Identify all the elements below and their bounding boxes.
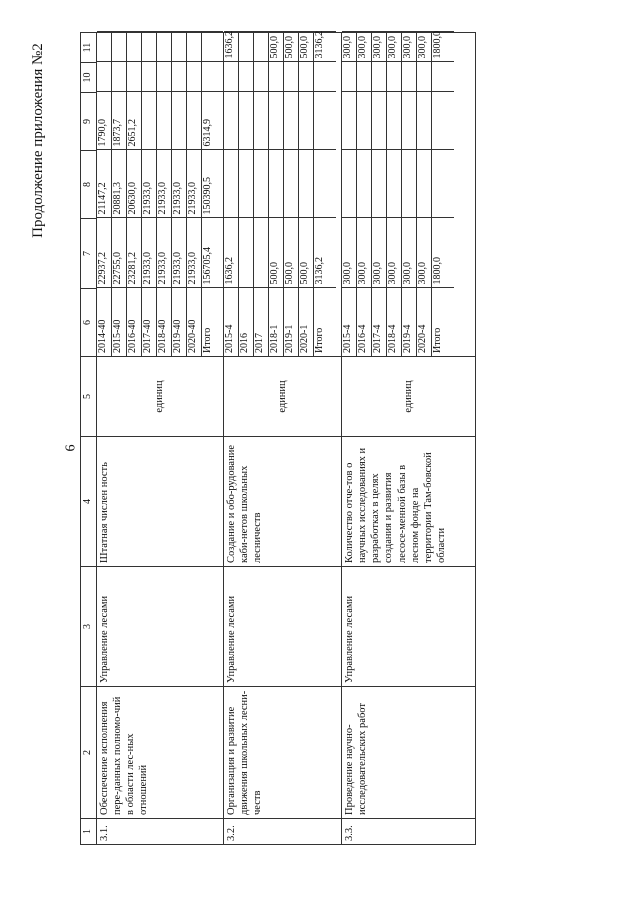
measure-name: Проведение научно-исследовательских работ (342, 687, 476, 819)
year-cell: 2017-4 (372, 288, 387, 356)
value-cell: 21933,0 (156, 218, 171, 288)
total-line (314, 32, 336, 356)
value-cell (387, 150, 402, 218)
value-cell (342, 150, 357, 218)
value-cell: 300,0 (357, 32, 372, 62)
executor: Управление лесами (342, 567, 476, 687)
value-cell: 500,0 (269, 218, 284, 288)
value-cell (201, 62, 223, 92)
value-cell (432, 62, 454, 92)
value-cell: 300,0 (387, 32, 402, 62)
year-cell: Итого (314, 288, 336, 356)
value-cell (402, 92, 417, 150)
value-cell: 1800,0 (432, 32, 454, 62)
year-cell: 2015-40 (111, 288, 126, 356)
value-cell: 2651,2 (126, 92, 141, 150)
year-cell: 2017-40 (141, 288, 156, 356)
year-cell: 2015-4 (342, 288, 357, 356)
year-cell: Итого (432, 288, 454, 356)
value-cell (402, 62, 417, 92)
value-cell: 500,0 (299, 32, 314, 62)
indicator: Создание и обо-рудование каби-нетов школьных лесничеств (224, 437, 342, 567)
year-cell: 2020-4 (417, 288, 432, 356)
value-cell: 500,0 (269, 32, 284, 62)
col-header: 9 (81, 93, 97, 151)
value-cell: 22937,2 (97, 218, 112, 288)
value-cell (299, 62, 314, 92)
table-row (96, 33, 224, 845)
value-cell (171, 92, 186, 150)
yearly-values (96, 33, 224, 357)
appendix-header: Продолжение приложения №2 (29, 42, 46, 238)
value-cell: 23281,2 (126, 218, 141, 288)
unit: единиц (342, 357, 476, 437)
col-header: 4 (81, 437, 97, 567)
value-cell (432, 150, 454, 218)
value-cell: 22755,0 (111, 218, 126, 288)
year-cell: 2016 (239, 288, 254, 356)
col-header: 2 (81, 687, 97, 819)
year-cell: 2020-1 (299, 288, 314, 356)
value-cell: 300,0 (342, 32, 357, 62)
value-cell (239, 218, 254, 288)
value-cell (417, 92, 432, 150)
year-line (186, 32, 201, 356)
value-cell (186, 92, 201, 150)
value-cell (171, 32, 186, 62)
value-cell (254, 92, 269, 150)
value-cell: 21933,0 (171, 218, 186, 288)
value-cell (201, 32, 223, 62)
value-cell (402, 150, 417, 218)
value-cell: 1636,2 (224, 32, 239, 62)
year-line (141, 32, 156, 356)
value-cell (97, 62, 112, 92)
col-header: 3 (81, 567, 97, 687)
col-header: 7 (81, 219, 97, 289)
table-body (96, 33, 476, 845)
col-header: 6 (81, 289, 97, 357)
value-cell (239, 92, 254, 150)
value-cell (372, 150, 387, 218)
value-cell: 156705,4 (201, 218, 223, 288)
col-header: 11 (81, 33, 97, 63)
value-cell: 1636,2 (224, 218, 239, 288)
value-cell (111, 32, 126, 62)
value-cell: 21933,0 (141, 218, 156, 288)
value-cell: 1790,0 (97, 92, 112, 150)
value-cell (314, 62, 336, 92)
value-cell (314, 150, 336, 218)
value-cell: 20881,3 (111, 150, 126, 218)
value-cell (387, 62, 402, 92)
year-line (171, 32, 186, 356)
year-line (372, 32, 387, 356)
value-cell: 21933,0 (141, 150, 156, 218)
value-cell (342, 62, 357, 92)
year-line (284, 32, 299, 356)
row-number: 3.3. (342, 819, 476, 845)
value-cell (299, 150, 314, 218)
value-cell (171, 62, 186, 92)
value-cell: 3136,2 (314, 218, 336, 288)
year-line (342, 32, 357, 356)
value-cell (432, 92, 454, 150)
value-cell: 500,0 (284, 218, 299, 288)
value-cell: 1873,7 (111, 92, 126, 150)
col-header: 1 (81, 819, 97, 845)
total-line (201, 32, 223, 356)
year-cell: 2017 (254, 288, 269, 356)
rotated-table-wrapper (80, 33, 454, 845)
value-cell: 20630,0 (126, 150, 141, 218)
value-cell: 21933,0 (186, 150, 201, 218)
value-cell (372, 92, 387, 150)
year-line (239, 32, 254, 356)
value-cell (239, 62, 254, 92)
year-cell: 2015-4 (224, 288, 239, 356)
table-row (224, 33, 342, 845)
row-number: 3.1. (96, 819, 224, 845)
value-cell (269, 150, 284, 218)
value-cell (239, 150, 254, 218)
value-cell (314, 92, 336, 150)
table-row (342, 33, 476, 845)
row-number: 3.2. (224, 819, 342, 845)
value-cell (357, 62, 372, 92)
value-cell: 21147,2 (97, 150, 112, 218)
value-cell (224, 92, 239, 150)
value-cell (284, 62, 299, 92)
value-cell (156, 92, 171, 150)
value-cell: 21933,0 (171, 150, 186, 218)
year-line (254, 32, 269, 356)
value-cell: 3136,2 (314, 32, 336, 62)
value-cell (141, 62, 156, 92)
value-cell: 300,0 (372, 218, 387, 288)
value-cell (141, 32, 156, 62)
unit: единиц (224, 357, 342, 437)
value-cell: 500,0 (284, 32, 299, 62)
value-cell: 300,0 (402, 32, 417, 62)
value-cell: 300,0 (417, 32, 432, 62)
year-line (126, 32, 141, 356)
executor: Управление лесами (96, 567, 224, 687)
value-cell (269, 92, 284, 150)
value-cell (224, 62, 239, 92)
value-cell (186, 32, 201, 62)
value-cell: 500,0 (299, 218, 314, 288)
value-cell (141, 92, 156, 150)
year-cell: Итого (201, 288, 223, 356)
year-cell: 2016-4 (357, 288, 372, 356)
year-line (402, 32, 417, 356)
year-line (97, 32, 112, 356)
measure-name: Обеспечение исполнения пере-данных полномо-чий в области лес-ных отношений (96, 687, 224, 819)
indicator: Количество отче-тов о научных исследованиях и разработках в целях создания и развития лесосе-менной базы в лесном фонде на территории Там-бовской области (342, 437, 476, 567)
value-cell (224, 150, 239, 218)
value-cell: 1800,0 (432, 218, 454, 288)
year-line (156, 32, 171, 356)
year-cell: 2014-40 (97, 288, 112, 356)
page-number: 6 (63, 444, 78, 452)
value-cell (239, 32, 254, 62)
value-cell (372, 62, 387, 92)
value-cell (111, 62, 126, 92)
year-cell: 2020-40 (186, 288, 201, 356)
value-cell (387, 92, 402, 150)
value-cell (254, 150, 269, 218)
value-cell: 21933,0 (186, 218, 201, 288)
value-cell (342, 92, 357, 150)
year-cell: 2016-40 (126, 288, 141, 356)
value-cell (254, 62, 269, 92)
value-cell (417, 62, 432, 92)
year-line (269, 32, 284, 356)
value-cell (417, 150, 432, 218)
value-cell: 300,0 (357, 218, 372, 288)
value-cell (299, 92, 314, 150)
value-cell: 150390,5 (201, 150, 223, 218)
value-cell: 300,0 (342, 218, 357, 288)
year-cell: 2019-1 (284, 288, 299, 356)
year-line (387, 32, 402, 356)
value-cell (156, 62, 171, 92)
col-header: 8 (81, 151, 97, 219)
yearly-values (224, 33, 342, 357)
year-line (299, 32, 314, 356)
value-cell (254, 218, 269, 288)
unit: единиц (96, 357, 224, 437)
value-cell (357, 92, 372, 150)
col-header: 5 (81, 357, 97, 437)
year-cell: 2018-40 (156, 288, 171, 356)
col-header: 10 (81, 63, 97, 93)
appendix-table (80, 32, 476, 845)
value-cell (357, 150, 372, 218)
value-cell: 300,0 (417, 218, 432, 288)
yearly-values (342, 33, 476, 357)
value-cell (126, 62, 141, 92)
year-cell: 2019-40 (171, 288, 186, 356)
value-cell (269, 62, 284, 92)
header-row (81, 33, 97, 845)
value-cell: 300,0 (387, 218, 402, 288)
year-cell: 2019-4 (402, 288, 417, 356)
value-cell: 300,0 (402, 218, 417, 288)
year-cell: 2018-1 (269, 288, 284, 356)
value-cell (126, 32, 141, 62)
value-cell: 6314,9 (201, 92, 223, 150)
year-cell: 2018-4 (387, 288, 402, 356)
value-cell: 21933,0 (156, 150, 171, 218)
value-cell (284, 150, 299, 218)
value-cell: 300,0 (372, 32, 387, 62)
value-cell (97, 32, 112, 62)
value-cell (254, 32, 269, 62)
executor: Управление лесами (224, 567, 342, 687)
value-cell (284, 92, 299, 150)
year-line (111, 32, 126, 356)
year-line (357, 32, 372, 356)
year-line (417, 32, 432, 356)
measure-name: Организация и развитие движения школьных лесни-честв (224, 687, 342, 819)
total-line (432, 32, 454, 356)
value-cell (156, 32, 171, 62)
year-line (224, 32, 239, 356)
indicator: Штатная числен ность (96, 437, 224, 567)
value-cell (186, 62, 201, 92)
